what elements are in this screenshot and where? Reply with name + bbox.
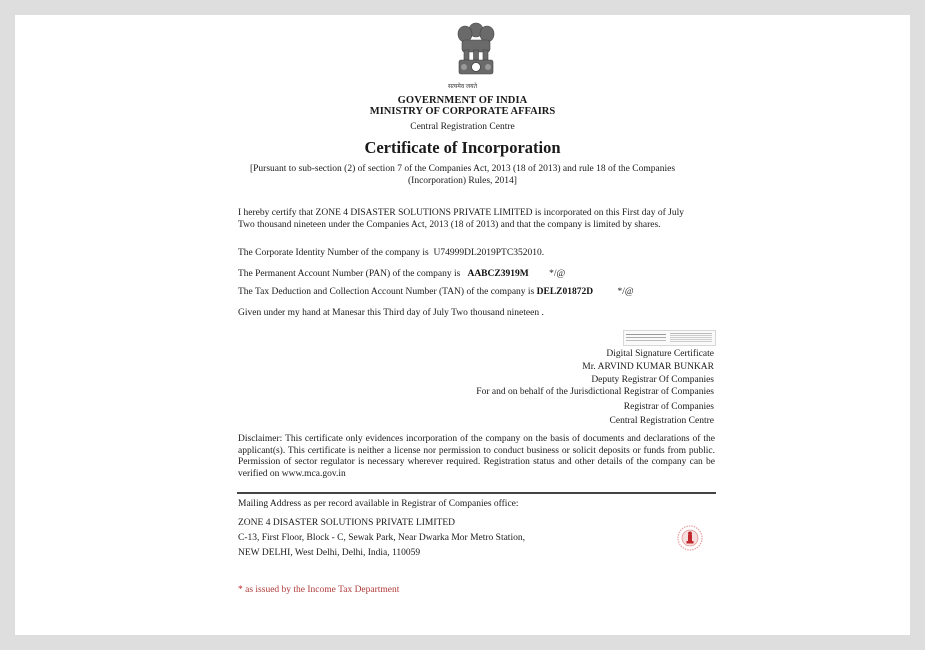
disclaimer: Disclaimer: This certificate only evidences incorporation of the company on the basis of documents and declarations of the applicant(s). This certificate is neither a license nor permission to conduct business or solicit deposits or funds from public. Permission of sector regulator is necessary wherever required. Registration status and other details of the company can be verified on www.mca.gov.in: [238, 434, 715, 479]
certification-statement: [238, 208, 684, 231]
given-under-hand: Given under my hand at Manesar this Third day of July Two thousand nineteen .: [238, 308, 544, 318]
cin-value: U74999DL2019PTC352010.: [433, 248, 545, 258]
pursuant-line-1: [Pursuant to sub-section (2) of section 7 of the Companies Act, 2013 (18 of 2013) and rule 18 of the Companies: [249, 164, 676, 174]
pan-value: AABCZ3919M: [467, 269, 529, 279]
certify-line-2: Two thousand nineteen under the Companies Act, 2013 (18 of 2013) and that the company is limited by shares.: [238, 219, 661, 230]
signature-registrar: Registrar of Companies: [623, 402, 714, 412]
signatory-designation: Deputy Registrar Of Companies: [591, 375, 714, 385]
registration-centre: Central Registration Centre: [410, 122, 515, 132]
mailing-company-name: ZONE 4 DISASTER SOLUTIONS PRIVATE LIMITED: [238, 518, 456, 528]
pan-row: [238, 269, 565, 279]
footnote-text: as issued by the Income Tax Department: [242, 585, 400, 595]
mailing-address-line-2: NEW DELHI, West Delhi, Delhi, India, 110059: [238, 548, 421, 558]
digital-signature-stamp: [623, 330, 716, 346]
national-emblem-icon: [452, 20, 500, 82]
official-seal-icon: [677, 525, 703, 551]
ministry-heading: MINISTRY OF CORPORATE AFFAIRS: [369, 106, 556, 117]
certify-line-1: I hereby certify that ZONE 4 DISASTER SOLUTIONS PRIVATE LIMITED is incorporated on this First day of July: [238, 208, 685, 218]
mailing-address-line-1: C-13, First Floor, Block - C, Sewak Park, Near Dwarka Mor Metro Station,: [238, 533, 525, 543]
page-title: Certificate of Incorporation: [364, 138, 561, 157]
pan-footnote-mark: */@: [549, 269, 566, 279]
pan-label: The Permanent Account Number (PAN) of the company is: [238, 269, 461, 279]
tan-value: DELZ01872D: [536, 287, 594, 297]
footnote-star: *: [238, 585, 243, 595]
cin-label: The Corporate Identity Number of the company is: [238, 248, 429, 258]
mailing-address-heading: Mailing Address as per record available in Registrar of Companies office:: [238, 499, 519, 509]
emblem-motto: सत्यमेव जयते: [447, 84, 478, 90]
pursuant-line-2: (Incorporation) Rules, 2014]: [408, 175, 517, 186]
tan-label: The Tax Deduction and Collection Account Number (TAN) of the company is: [238, 287, 535, 297]
signature-on-behalf: For and on behalf of the Jurisdictional Registrar of Companies: [476, 387, 714, 397]
tan-footnote-mark: */@: [617, 287, 634, 297]
cin-row: [238, 248, 544, 258]
government-heading: GOVERNMENT OF INDIA: [397, 95, 528, 106]
signature-stamp-details: [670, 333, 712, 334]
footnote: [238, 585, 399, 595]
signature-stamp-text: [626, 334, 666, 335]
signatory-name: Mr. ARVIND KUMAR BUNKAR: [582, 362, 714, 372]
signature-centre: Central Registration Centre: [609, 416, 714, 426]
section-divider: [237, 492, 716, 494]
signature-line-dsc: Digital Signature Certificate: [606, 349, 714, 359]
tan-row: [238, 287, 634, 297]
pursuant-clause: [0, 164, 925, 187]
